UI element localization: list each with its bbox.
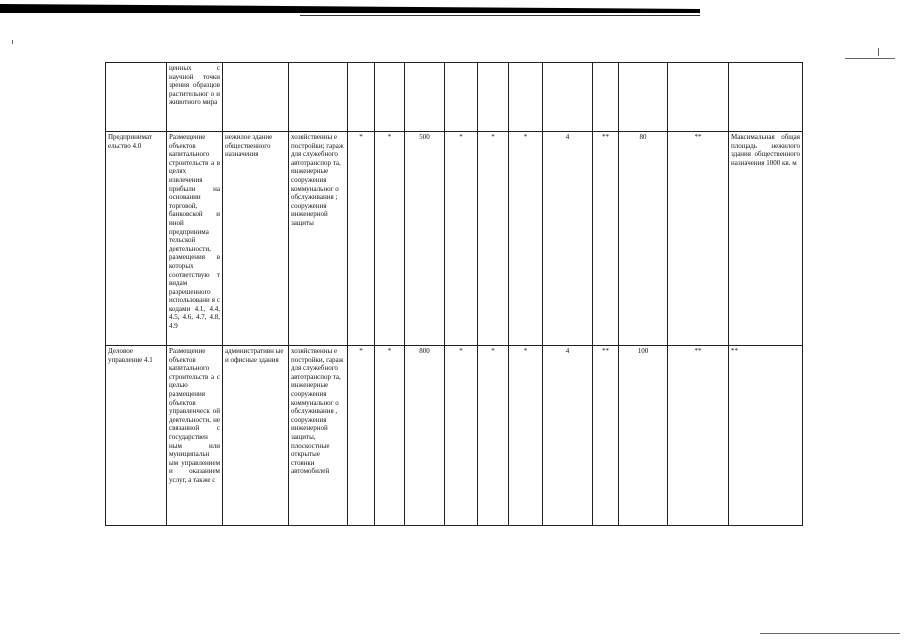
cell-param-10: ** bbox=[668, 346, 729, 526]
zoning-regulations-table bbox=[105, 62, 803, 526]
scan-edge-mark bbox=[878, 48, 879, 56]
cell-note: ** bbox=[729, 346, 803, 526]
scan-rule-line bbox=[300, 15, 700, 16]
cell-param-9 bbox=[619, 63, 668, 132]
cell-param-3 bbox=[405, 63, 445, 132]
cell-auxiliary-use: хозяйственны е постройки; гараж для служебного автотранспор та, инженерные сооружения коммунальног о обслуживания ; сооружения инженерной защиты bbox=[289, 132, 348, 346]
cell-note bbox=[729, 63, 803, 132]
cell-use-description: Размещение объектов капитального строительств а с целью размещения объектов управленческ ой деятельности, не связанной с государствен ным или муниципальн ым управлением и оказанием услуг, а также с bbox=[167, 346, 223, 526]
cell-param-6: * bbox=[509, 132, 543, 346]
table-row bbox=[106, 346, 803, 526]
cell-param-10 bbox=[668, 63, 729, 132]
cell-param-9: 80 bbox=[619, 132, 668, 346]
scan-edge-shadow bbox=[0, 4, 700, 13]
cell-use-description: ценных с научной точки зрения образцов растительног о и животного мира bbox=[167, 63, 223, 132]
cell-param-4: * bbox=[445, 132, 478, 346]
cell-building-type bbox=[223, 63, 289, 132]
cell-auxiliary-use bbox=[289, 63, 348, 132]
cell-param-6: * bbox=[509, 346, 543, 526]
cell-building-type: административн ые и офисные здания bbox=[223, 346, 289, 526]
cell-param-3: 800 bbox=[405, 346, 445, 526]
cell-param-8: ** bbox=[593, 346, 619, 526]
cell-use-description: Размещение объектов капитального строительств а в целях извлечения прибыли на основании торговой, банковской и иной предпринима тельской деятельности, размещения в которых соответствую т видам разрешенного использовани я с кодами 4.1, 4.4, 4.5, 4.6, 4.7, 4.8, 4.9 bbox=[167, 132, 223, 346]
cell-param-7 bbox=[543, 63, 593, 132]
cell-param-8 bbox=[593, 63, 619, 132]
cell-param-2 bbox=[375, 63, 405, 132]
cell-param-6 bbox=[509, 63, 543, 132]
cell-param-1: * bbox=[348, 346, 375, 526]
cell-param-7: 4 bbox=[543, 132, 593, 346]
cell-param-10: ** bbox=[668, 132, 729, 346]
cell-use-name bbox=[106, 63, 167, 132]
cell-building-type: нежилое здание общественного назначения bbox=[223, 132, 289, 346]
cell-param-4: * bbox=[445, 346, 478, 526]
cell-param-5 bbox=[478, 63, 509, 132]
cell-param-4 bbox=[445, 63, 478, 132]
zoning-table-container bbox=[105, 62, 803, 526]
cell-param-7: 4 bbox=[543, 346, 593, 526]
cell-param-1: * bbox=[348, 132, 375, 346]
scan-edge-mark bbox=[12, 40, 13, 44]
cell-note: Максимальная общая площадь нежилого здания общественного назначения 1000 кв. м bbox=[729, 132, 803, 346]
cell-auxiliary-use: хозяйственны е постройки, гараж для служебного автотранспор та, инженерные сооружения коммунальног о обслуживания , сооружения инженерной защиты, плоскостные открытые стоянки автомобилей bbox=[289, 346, 348, 526]
cell-param-3: 500 bbox=[405, 132, 445, 346]
cell-param-9: 100 bbox=[619, 346, 668, 526]
cell-param-8: ** bbox=[593, 132, 619, 346]
cell-param-5: * bbox=[478, 132, 509, 346]
cell-param-2: * bbox=[375, 132, 405, 346]
cell-param-1 bbox=[348, 63, 375, 132]
scan-edge-mark bbox=[845, 58, 895, 59]
scan-edge-mark bbox=[760, 633, 900, 634]
table-row bbox=[106, 63, 803, 132]
table-row bbox=[106, 132, 803, 346]
cell-param-5: * bbox=[478, 346, 509, 526]
cell-param-2: * bbox=[375, 346, 405, 526]
cell-use-name: Деловое управление 4.1 bbox=[106, 346, 167, 526]
cell-use-name: Предпринимат ельство 4.0 bbox=[106, 132, 167, 346]
